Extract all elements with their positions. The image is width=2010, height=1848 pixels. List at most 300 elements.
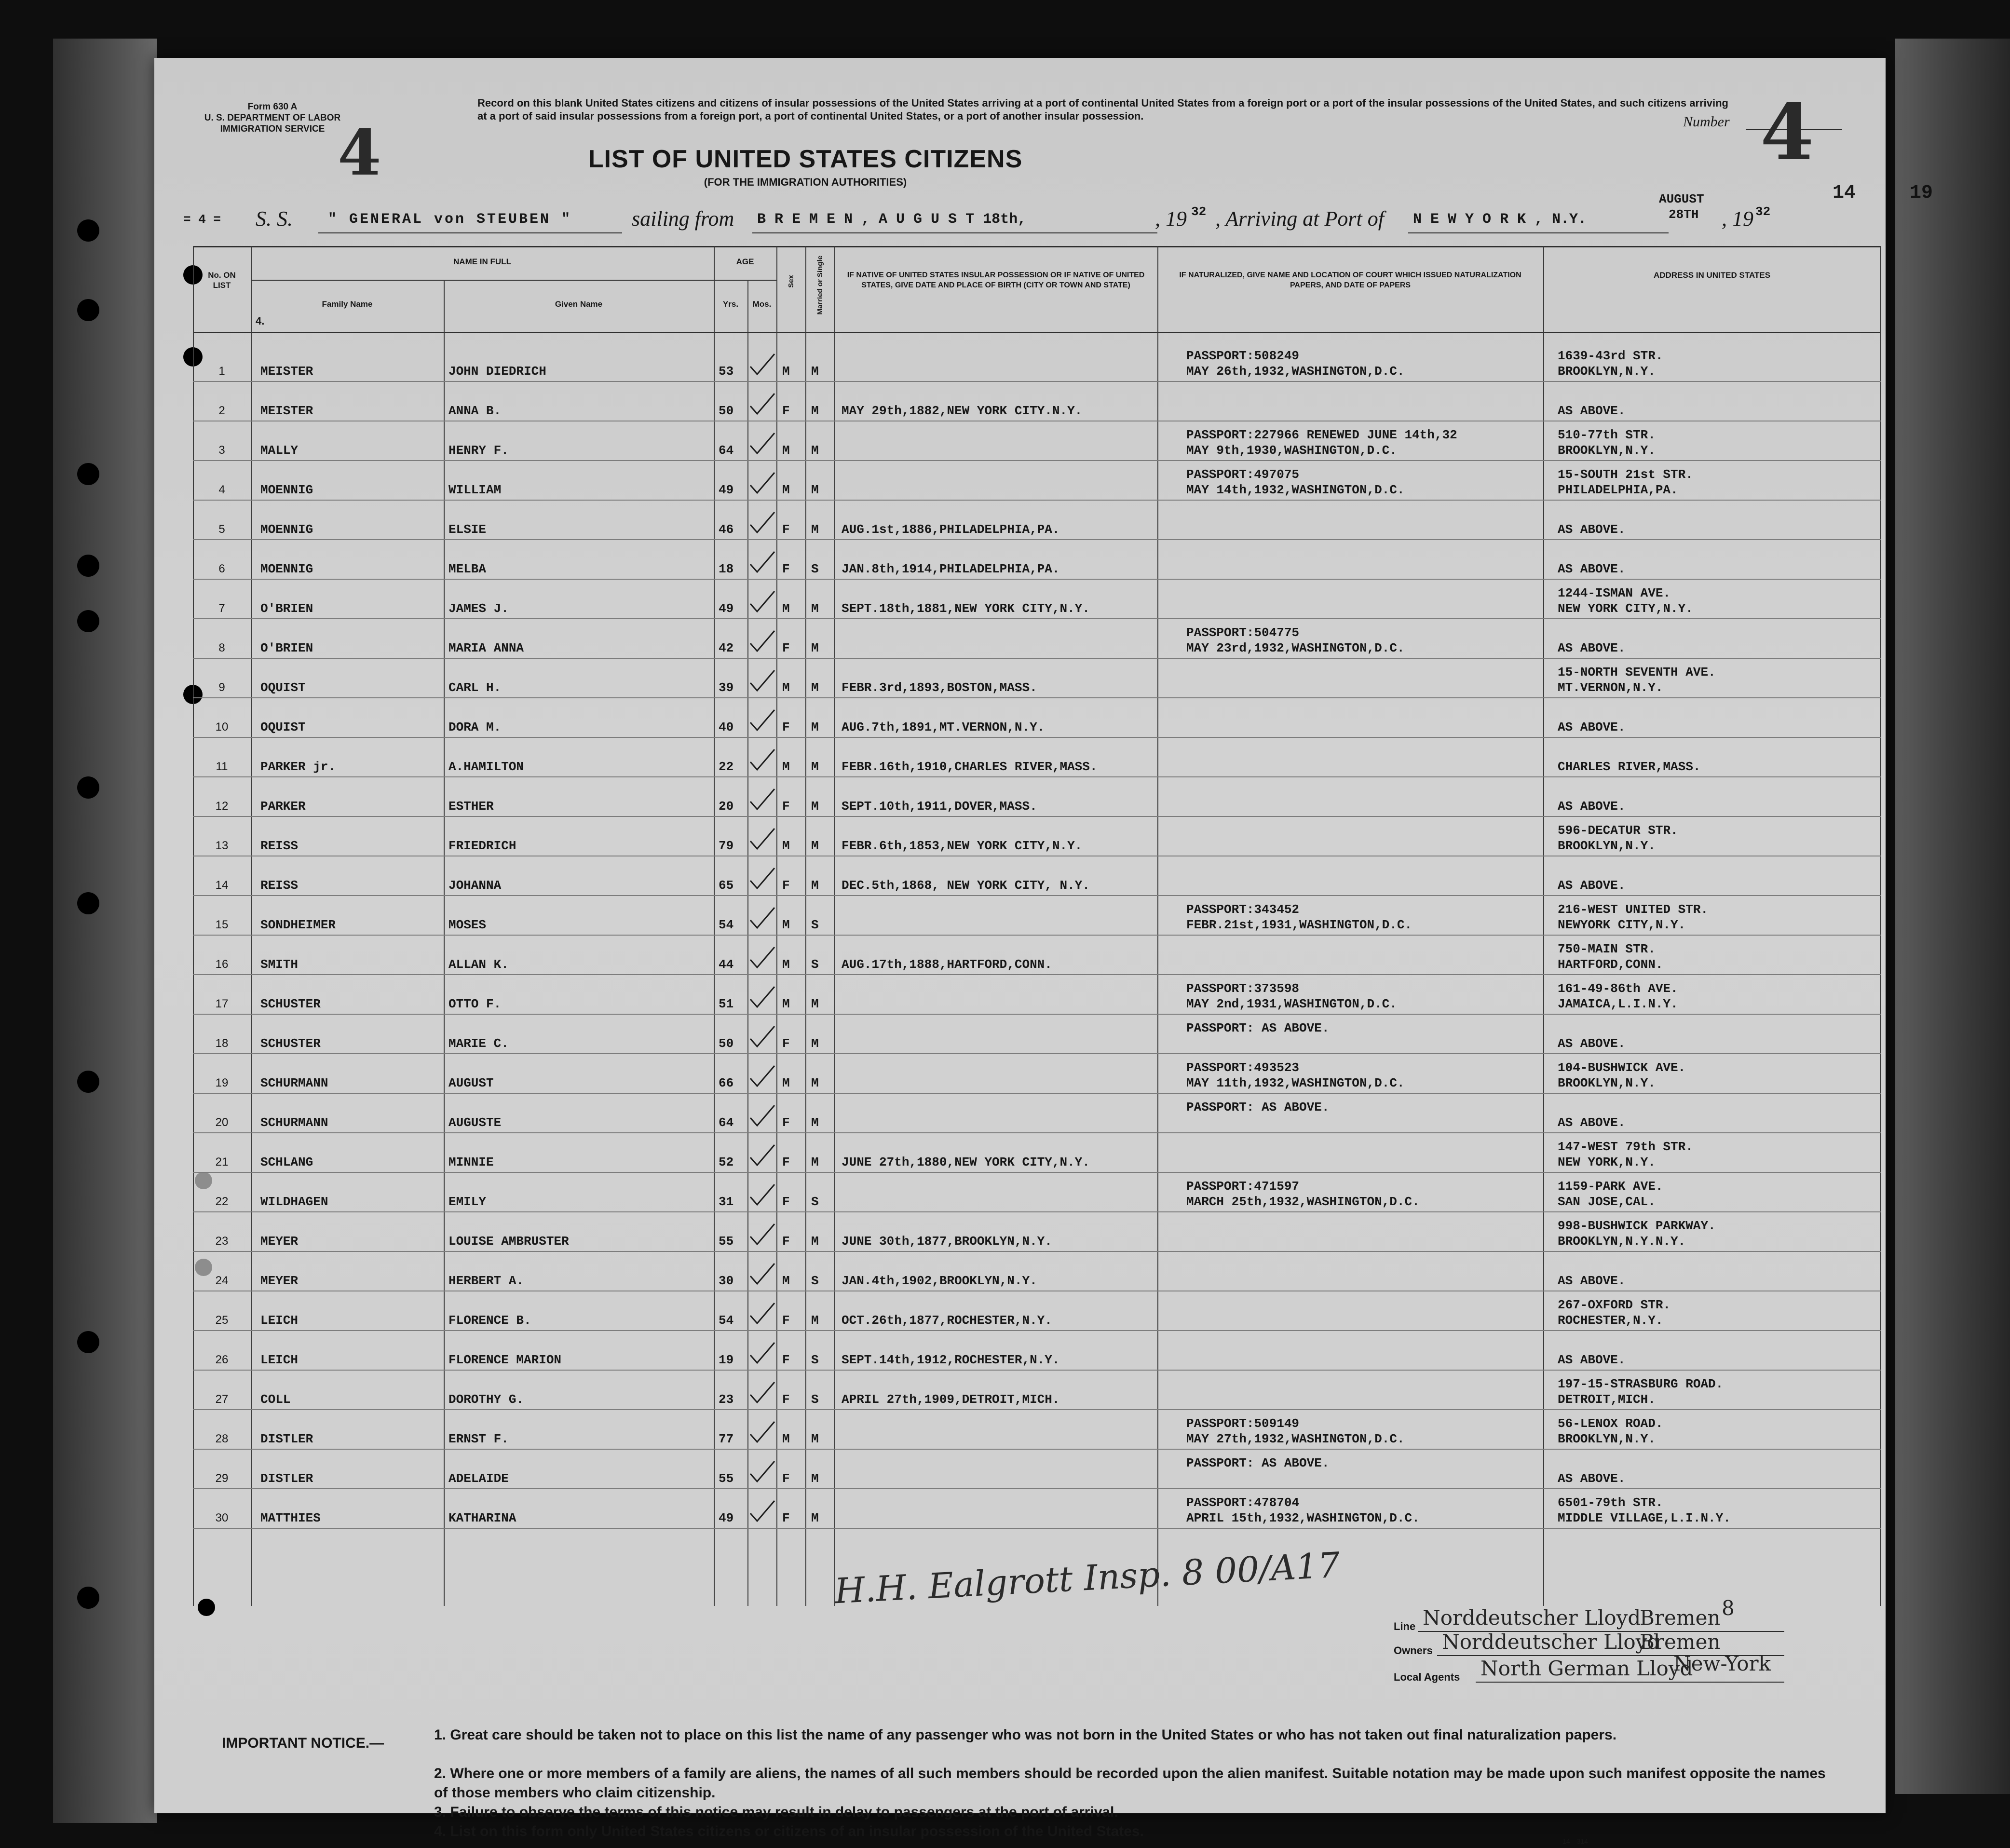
naturalization-line-1: PASSPORT: AS ABOVE. (1186, 1456, 1330, 1470)
group-mark: 4. (256, 315, 265, 327)
naturalization-line-1: PASSPORT:497075 (1186, 467, 1300, 482)
address-line-2: BROOKLYN,N.Y. (1558, 1076, 1656, 1090)
family-name: O'BRIEN (260, 601, 313, 616)
header-age: AGE (736, 257, 754, 266)
sex: M (782, 443, 790, 458)
row-number: 9 (218, 681, 225, 694)
form-number: Form 630 A (247, 102, 298, 112)
page-title: LIST OF UNITED STATES CITIZENS (588, 145, 1023, 173)
marital-status: M (811, 680, 819, 695)
binder-hole (77, 892, 99, 914)
age-years: 52 (719, 1155, 734, 1169)
age-years: 66 (719, 1076, 734, 1090)
row-number: 24 (215, 1274, 229, 1287)
table-row (193, 540, 1881, 580)
family-name: SMITH (260, 957, 299, 972)
marital-status: M (811, 1234, 819, 1249)
family-name: LEICH (260, 1353, 299, 1367)
table-row (193, 777, 1881, 817)
address-line-2: MT.VERNON,N.Y. (1558, 680, 1663, 695)
age-years: 64 (719, 1115, 734, 1130)
family-name: OQUIST (260, 680, 306, 695)
family-name: REISS (260, 839, 299, 853)
address-line-1: 6501-79th STR. (1558, 1495, 1663, 1510)
naturalization-line-2: MAY 26th,1932,WASHINGTON,D.C. (1186, 364, 1405, 379)
address-line-2: NEW YORK,N.Y. (1558, 1155, 1656, 1169)
age-years: 44 (719, 957, 734, 972)
family-name: MALLY (260, 443, 299, 458)
sex: M (782, 997, 790, 1011)
owners-city: Bremen (1640, 1630, 1721, 1654)
line-label: Line (1394, 1620, 1416, 1632)
marital-status: M (811, 878, 819, 893)
marital-status: M (811, 601, 819, 616)
agents-city: New-York (1673, 1652, 1771, 1675)
address-line-2: HARTFORD,CONN. (1558, 957, 1663, 972)
table-row (193, 817, 1881, 856)
sex: F (782, 641, 790, 655)
naturalization-line-1: PASSPORT: AS ABOVE. (1186, 1021, 1330, 1035)
given-name: AUGUST (448, 1076, 494, 1090)
naturalization-line-1: PASSPORT:373598 (1186, 981, 1300, 996)
table-row (193, 1212, 1881, 1252)
naturalization-line-1: PASSPORT: AS ABOVE. (1186, 1100, 1330, 1114)
address-line-1: 104-BUSHWICK AVE. (1558, 1060, 1686, 1075)
row-number: 18 (215, 1037, 229, 1050)
family-name: SCHURMANN (260, 1076, 328, 1090)
family-name: LEICH (260, 1313, 299, 1328)
given-name: FLORENCE MARION (448, 1353, 562, 1367)
address-line-1: AS ABOVE. (1558, 562, 1626, 576)
sex: M (782, 839, 790, 853)
sex: F (782, 1471, 790, 1486)
sex: M (782, 957, 790, 972)
notice-item-1: 1. Great care should be taken not to place on this list the name of any passenger who was not born in the United States or who has not taken out final naturalization papers. (434, 1727, 1617, 1743)
year-prefix-1: , 19 (1155, 207, 1187, 231)
address-line-2: SAN JOSE,CAL. (1558, 1195, 1656, 1209)
birth-date-place: AUG.1st,1886,PHILADELPHIA,PA. (842, 522, 1060, 537)
table-row (193, 461, 1881, 501)
age-years: 64 (719, 443, 734, 458)
address-line-2: BROOKLYN,N.Y. (1558, 1432, 1656, 1446)
birth-date-place: JUNE 30th,1877,BROOKLYN,N.Y. (842, 1234, 1052, 1249)
arrival-month: AUGUST (1659, 192, 1704, 206)
sex: M (782, 601, 790, 616)
address-line-1: 15-SOUTH 21st STR. (1558, 467, 1693, 482)
given-name: LOUISE AMBRUSTER (448, 1234, 569, 1249)
check-mark-icon (747, 787, 776, 811)
naturalization-line-2: MAY 11th,1932,WASHINGTON,D.C. (1186, 1076, 1405, 1090)
given-name: OTTO F. (448, 997, 502, 1011)
age-years: 54 (719, 918, 734, 932)
given-name: MARIA ANNA (448, 641, 524, 655)
given-name: JOHN DIEDRICH (448, 364, 546, 379)
age-years: 23 (719, 1392, 734, 1407)
check-mark-icon (747, 589, 776, 613)
header-sex: Sex (787, 275, 795, 288)
birth-date-place: MAY 29th,1882,NEW YORK CITY.N.Y. (842, 404, 1083, 418)
family-name: PARKER (260, 799, 306, 814)
naturalization-line-2: FEBR.21st,1931,WASHINGTON,D.C. (1186, 918, 1412, 932)
check-mark-icon (747, 1222, 776, 1246)
inspector-signature: H.H. Ealgrott Insp. 8 00/A17 (833, 1544, 1341, 1612)
binder-edge-left (53, 39, 157, 1823)
agents-underline (1476, 1682, 1784, 1683)
age-years: 79 (719, 839, 734, 853)
check-mark-icon (747, 985, 776, 1009)
given-name: DORA M. (448, 720, 502, 734)
marital-status: S (811, 1274, 819, 1288)
marital-status: M (811, 641, 819, 655)
family-name: OQUIST (260, 720, 306, 734)
check-mark-icon (747, 945, 776, 969)
page-subtitle: (FOR THE IMMIGRATION AUTHORITIES) (704, 176, 907, 188)
age-years: 65 (719, 878, 734, 893)
family-name: MOENNIG (260, 483, 313, 497)
row-number: 25 (215, 1314, 229, 1327)
family-name: MATTHIES (260, 1511, 321, 1525)
owners-label: Owners (1394, 1644, 1433, 1657)
family-name: SONDHEIMER (260, 918, 336, 932)
address-line-1: AS ABOVE. (1558, 1471, 1626, 1486)
row-number: 8 (218, 641, 225, 654)
family-name: MOENNIG (260, 562, 313, 576)
naturalization-line-1: PASSPORT:343452 (1186, 902, 1300, 917)
given-name: ESTHER (448, 799, 494, 814)
address-line-1: 1244-ISMAN AVE. (1558, 586, 1671, 600)
row-number: 21 (215, 1155, 229, 1169)
naturalization-line-2: MAY 23rd,1932,WASHINGTON,D.C. (1186, 641, 1405, 655)
table-row (193, 1410, 1881, 1450)
address-line-1: AS ABOVE. (1558, 720, 1626, 734)
address-line-1: 510-77th STR. (1558, 428, 1656, 442)
family-name: MEISTER (260, 404, 313, 418)
given-name: MOSES (448, 918, 487, 932)
row-number: 14 (215, 879, 229, 892)
family-name: MEISTER (260, 364, 313, 379)
address-line-1: 1639-43rd STR. (1558, 349, 1663, 363)
check-mark-icon (747, 708, 776, 732)
sailing-from-label: sailing from (632, 207, 734, 231)
check-mark-icon (747, 471, 776, 495)
row-number: 20 (215, 1116, 229, 1129)
check-mark-icon (747, 906, 776, 930)
address-line-1: 15-NORTH SEVENTH AVE. (1558, 665, 1716, 679)
given-name: JOHANNA (448, 878, 502, 893)
address-line-2: BROOKLYN,N.Y. (1558, 839, 1656, 853)
family-name: SCHLANG (260, 1155, 313, 1169)
age-years: 19 (719, 1353, 734, 1367)
row-number: 10 (215, 720, 229, 734)
birth-date-place: FEBR.16th,1910,CHARLES RIVER,MASS. (842, 760, 1098, 774)
naturalization-line-2: MAY 27th,1932,WASHINGTON,D.C. (1186, 1432, 1405, 1446)
age-years: 39 (719, 680, 734, 695)
marital-status: M (811, 1036, 819, 1051)
year-suffix-2: 32 (1755, 204, 1771, 219)
marital-status: S (811, 957, 819, 972)
address-line-1: AS ABOVE. (1558, 1115, 1626, 1130)
age-years: 20 (719, 799, 734, 814)
number-label: Number (1683, 114, 1730, 130)
given-name: ALLAN K. (448, 957, 509, 972)
naturalization-line-2: MARCH 25th,1932,WASHINGTON,D.C. (1186, 1195, 1420, 1209)
birth-date-place: JAN.4th,1902,BROOKLYN,N.Y. (842, 1274, 1037, 1288)
age-years: 55 (719, 1234, 734, 1249)
sex: F (782, 1234, 790, 1249)
sex: F (782, 1195, 790, 1209)
naturalization-line-1: PASSPORT:493523 (1186, 1060, 1300, 1075)
address-line-1: 998-BUSHWICK PARKWAY. (1558, 1219, 1716, 1233)
family-name: WILDHAGEN (260, 1195, 328, 1209)
row-number: 6 (218, 562, 225, 575)
age-years: 77 (719, 1432, 734, 1446)
table-row (193, 382, 1881, 421)
family-name: O'BRIEN (260, 641, 313, 655)
age-years: 22 (719, 760, 734, 774)
address-line-1: AS ABOVE. (1558, 1036, 1626, 1051)
sailing-underline (752, 232, 1157, 233)
marital-status: M (811, 1432, 819, 1446)
row-number: 15 (215, 918, 229, 931)
table-row (193, 896, 1881, 936)
age-years: 30 (719, 1274, 734, 1288)
birth-date-place: FEBR.6th,1853,NEW YORK CITY,N.Y. (842, 839, 1083, 853)
naturalization-line-1: PASSPORT:471597 (1186, 1179, 1300, 1194)
binder-edge-right (1895, 39, 2010, 1794)
marital-status: S (811, 1353, 819, 1367)
age-years: 49 (719, 483, 734, 497)
naturalization-line-2: APRIL 15th,1932,WASHINGTON,D.C. (1186, 1511, 1420, 1525)
family-name: MOENNIG (260, 522, 313, 537)
binder-hole (77, 219, 99, 242)
given-name: A.HAMILTON (448, 760, 524, 774)
marital-status: S (811, 562, 819, 576)
address-line-2: ROCHESTER,N.Y. (1558, 1313, 1663, 1328)
check-mark-icon (747, 1064, 776, 1088)
page-number-14: 14 (1833, 182, 1856, 204)
sex: M (782, 364, 790, 379)
naturalization-line-1: PASSPORT:504775 (1186, 625, 1300, 640)
row-number: 29 (215, 1472, 229, 1485)
family-name: MEYER (260, 1234, 299, 1249)
birth-date-place: JAN.8th,1914,PHILADELPHIA,PA. (842, 562, 1060, 576)
manifest-page (154, 58, 1886, 1845)
table-row (193, 1054, 1881, 1094)
marital-status: M (811, 1471, 819, 1486)
check-mark-icon (747, 1262, 776, 1286)
marital-status: M (811, 404, 819, 418)
address-line-1: 216-WEST UNITED STR. (1558, 902, 1709, 917)
family-name: SCHUSTER (260, 997, 321, 1011)
naturalization-line-2: MAY 14th,1932,WASHINGTON,D.C. (1186, 483, 1405, 497)
sex: M (782, 483, 790, 497)
marital-status: M (811, 483, 819, 497)
address-line-1: 197-15-STRASBURG ROAD. (1558, 1377, 1724, 1391)
line-mark: 8 (1722, 1596, 1735, 1620)
row-number: 7 (218, 602, 225, 615)
given-name: MARIE C. (448, 1036, 509, 1051)
sex: F (782, 562, 790, 576)
address-line-1: 267-OXFORD STR. (1558, 1298, 1671, 1312)
table-row (193, 421, 1881, 461)
age-years: 49 (719, 1511, 734, 1525)
sex: F (782, 799, 790, 814)
row-number: 30 (215, 1511, 229, 1524)
address-line-1: AS ABOVE. (1558, 641, 1626, 655)
sex: F (782, 878, 790, 893)
check-mark-icon (747, 392, 776, 416)
table-row (193, 698, 1881, 738)
row-number: 26 (215, 1353, 229, 1366)
table-row (193, 1331, 1881, 1371)
agents-value: North German Lloyd (1480, 1657, 1693, 1680)
table-row (193, 659, 1881, 698)
marital-status: M (811, 364, 819, 379)
sex: M (782, 1274, 790, 1288)
address-line-1: AS ABOVE. (1558, 799, 1626, 814)
birth-date-place: DEC.5th,1868, NEW YORK CITY, N.Y. (842, 878, 1090, 893)
check-mark-icon (747, 866, 776, 890)
address-line-1: 56-LENOX ROAD. (1558, 1416, 1663, 1431)
sex: M (782, 680, 790, 695)
birth-date-place: SEPT.14th,1912,ROCHESTER,N.Y. (842, 1353, 1060, 1367)
naturalization-line-2: MAY 9th,1930,WASHINGTON,D.C. (1186, 443, 1397, 458)
given-name: MELBA (448, 562, 487, 576)
sex: F (782, 1313, 790, 1328)
marital-status: M (811, 1155, 819, 1169)
notice-item-3: 3. Failure to observe the terms of this notice may result in delay to passengers at the port of arrival. (434, 1804, 1118, 1820)
sex: F (782, 522, 790, 537)
table-row (193, 1450, 1881, 1489)
marital-status: M (811, 522, 819, 537)
age-years: 51 (719, 997, 734, 1011)
header-given-name: Given Name (555, 299, 603, 309)
binder-hole (77, 1587, 99, 1609)
row-number: 16 (215, 958, 229, 971)
binder-hole (77, 463, 99, 485)
arrival-port: N E W Y O R K , N.Y. (1413, 211, 1587, 228)
birth-date-place: AUG.7th,1891,MT.VERNON,N.Y. (842, 720, 1045, 734)
table-row (193, 1371, 1881, 1410)
row-number: 1 (218, 365, 225, 378)
sex: F (782, 720, 790, 734)
row-number: 23 (215, 1235, 229, 1248)
given-name: CARL H. (448, 680, 502, 695)
age-years: 31 (719, 1195, 734, 1209)
manifest-table (193, 246, 1881, 1606)
check-mark-icon (747, 747, 776, 772)
given-name: FRIEDRICH (448, 839, 516, 853)
naturalization-line-1: PASSPORT:227966 RENEWED JUNE 14th,32 (1186, 428, 1457, 442)
notice-heading: IMPORTANT NOTICE.— (222, 1735, 384, 1751)
given-name: ERNST F. (448, 1432, 509, 1446)
table-row (193, 856, 1881, 896)
age-years: 49 (719, 601, 734, 616)
marital-status: M (811, 997, 819, 1011)
marital-status: M (811, 1313, 819, 1328)
address-line-2: JAMAICA,L.I.N.Y. (1558, 997, 1678, 1011)
header-family-name: Family Name (322, 299, 373, 309)
marital-status: S (811, 918, 819, 932)
birth-date-place: AUG.17th,1888,HARTFORD,CONN. (842, 957, 1052, 972)
family-name: SCHURMANN (260, 1115, 328, 1130)
birth-date-place: SEPT.18th,1881,NEW YORK CITY,N.Y. (842, 601, 1090, 616)
row-number: 28 (215, 1432, 229, 1445)
given-name: ELSIE (448, 522, 487, 537)
naturalization-line-2: MAY 2nd,1931,WASHINGTON,D.C. (1186, 997, 1397, 1011)
notice-item-2: 2. Where one or more members of a family are aliens, the names of all such members should be recorded upon the alien manifest. Suitable notation may be made upon such manifest opposite the names of those members who claim citizenship. (434, 1766, 1826, 1801)
check-mark-icon (747, 510, 776, 534)
birth-date-place: SEPT.10th,1911,DOVER,MASS. (842, 799, 1037, 814)
address-line-2: BROOKLYN,N.Y. (1558, 364, 1656, 379)
address-line-2: NEWYORK CITY,N.Y. (1558, 918, 1686, 932)
naturalization-line-1: PASSPORT:508249 (1186, 349, 1300, 363)
given-name: AUGUSTE (448, 1115, 502, 1130)
page-number-19: 19 (1910, 182, 1933, 204)
family-name: MEYER (260, 1274, 299, 1288)
binder-hole (77, 1331, 99, 1353)
binder-hole (77, 776, 99, 799)
birth-date-place: OCT.26th,1877,ROCHESTER,N.Y. (842, 1313, 1052, 1328)
service-name: IMMIGRATION SERVICE (220, 124, 325, 134)
address-line-2: NEW YORK CITY,N.Y. (1558, 601, 1693, 616)
sailing-from: B R E M E N , A U G U S T 18th, (757, 211, 1027, 228)
binder-hole (77, 299, 99, 321)
check-mark-icon (747, 827, 776, 851)
address-line-2: DETROIT,MICH. (1558, 1392, 1656, 1407)
family-name: COLL (260, 1392, 291, 1407)
sex: M (782, 918, 790, 932)
year-prefix-2: , 19 (1722, 207, 1753, 231)
port-underline (1408, 232, 1669, 233)
check-mark-icon (747, 1182, 776, 1207)
address-line-1: 161-49-86th AVE. (1558, 981, 1678, 996)
given-name: HENRY F. (448, 443, 509, 458)
header-birthplace: IF NATIVE OF UNITED STATES INSULAR POSSESSION OR IF NATIVE OF UNITED STATES, GIVE DATE AND PLACE OF BIRTH (CITY OR TOWN AND STATE) (847, 271, 1145, 289)
marital-status: M (811, 760, 819, 774)
list-mark: = 4 = (183, 212, 221, 227)
address-line-1: 596-DECATUR STR. (1558, 823, 1678, 838)
marital-status: M (811, 1076, 819, 1090)
birth-date-place: APRIL 27th,1909,DETROIT,MICH. (842, 1392, 1060, 1407)
age-years: 55 (719, 1471, 734, 1486)
given-name: DOROTHY G. (448, 1392, 524, 1407)
row-number: 4 (218, 483, 225, 496)
row-number: 13 (215, 839, 229, 852)
table-row (193, 936, 1881, 975)
department-name: U. S. DEPARTMENT OF LABOR (204, 113, 341, 123)
table-row (193, 1094, 1881, 1133)
address-line-2: MIDDLE VILLAGE,L.I.N.Y. (1558, 1511, 1731, 1525)
line-city: Bremen (1640, 1606, 1721, 1630)
table-row (193, 1133, 1881, 1173)
address-line-2: PHILADELPHIA,PA. (1558, 483, 1678, 497)
family-name: PARKER jr. (260, 760, 336, 774)
check-mark-icon (747, 1420, 776, 1444)
owners-value: Norddeutscher Lloyd (1442, 1630, 1660, 1654)
row-number: 12 (215, 800, 229, 813)
age-years: 42 (719, 641, 734, 655)
marital-status: M (811, 1511, 819, 1525)
table-row (193, 1173, 1881, 1212)
row-number: 19 (215, 1076, 229, 1089)
given-name: FLORENCE B. (448, 1313, 531, 1328)
age-years: 50 (719, 404, 734, 418)
binder-hole (77, 555, 99, 577)
record-instructions: Record on this blank United States citizens and citizens of insular possessions of the United States arriving at a port of continental United States from a foreign port or a port of the insular possessions of the United States, and such citizens arriving at a port of said insular possessions from a foreign port, a port of continental United States, or a port of another insular possession. (477, 97, 1728, 122)
row-number: 2 (218, 404, 225, 417)
given-name: KATHARINA (448, 1511, 516, 1525)
